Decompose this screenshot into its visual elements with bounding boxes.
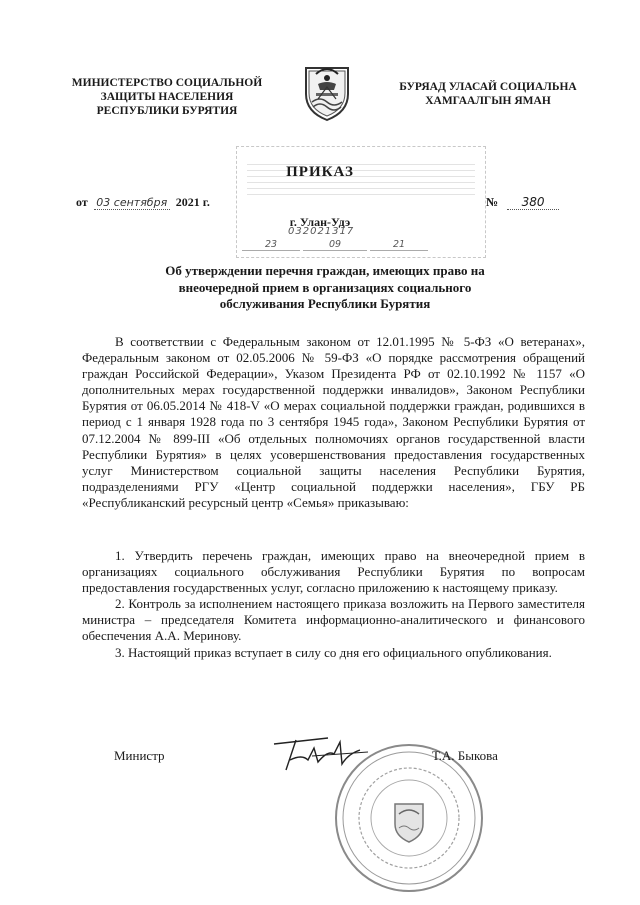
number-handwritten: 380 [507, 195, 559, 210]
order-city: г. Улан-Удэ [289, 215, 351, 229]
ministry-name-russian [62, 76, 272, 118]
document-title-line: внеочередной прием в организациях социального [178, 279, 472, 295]
order-item: 1. Утвердить перечень граждан, имеющих право на внеочередной прием в организациях социального обслуживания Республики Бурятия по вопросам предоставления государственных услуг, согласно приложению к настоящему приказу. [82, 548, 585, 596]
coat-of-arms-emblem-icon [298, 60, 356, 122]
date-prefix: от [76, 195, 88, 209]
stamp-year: 21 [370, 239, 428, 251]
stamp-month: 09 [303, 239, 367, 251]
order-item: 3. Настоящий приказ вступает в силу со дня его официального опубликования. [115, 644, 552, 660]
stamp-registration-code: 032021317 [288, 226, 355, 237]
order-number [486, 195, 559, 210]
order-date [76, 195, 210, 210]
order-item: 2. Контроль за исполнением настоящего приказа возложить на Первого заместителя министра – председателя Комитета информационно-аналитического и финансового обеспечения А.А. Меринову. [82, 596, 585, 644]
preamble-text: В соответствии с Федеральным законом от 12.01.1995 № 5-ФЗ «О ветеранах», Федеральным законом от 02.05.2006 № 59-ФЗ «О порядке рассмотрения обращений граждан Российской Федерации», Указом Президента РФ от 02.10.1992 № 1157 «О дополнительных мерах государственной поддержки инвалидов», Законом Республики Бурятия от 06.05.2014 № 418-V «О мерах социальной поддержки граждан, родившихся в период с 1 января 1928 года по 3 сентября 1945 года», Законом Республики Бурятия от 07.12.2004 № 899-III «Об отдельных полномочиях органов государственной власти Республики Бурятия» в целях усовершенствования предоставления государственных услуг Министерством социальной защиты населения Республики Бурятия, подразделениями РГУ «Центр социальной поддержки населения», ГБУ РБ «Республиканский ресурсный центр «Семья» приказываю: [82, 334, 585, 510]
order-title: ПРИКАЗ [286, 164, 354, 180]
ministry-left-line: МИНИСТЕРСТВО СОЦИАЛЬНОЙ [71, 77, 263, 89]
document-title-line: Об утверждении перечня граждан, имеющих право на [165, 263, 485, 278]
document-title [140, 263, 510, 313]
date-suffix: 2021 г. [175, 195, 210, 209]
signatory-role: Министр [114, 748, 165, 763]
signatory-name: Т.А. Быкова [432, 748, 498, 763]
preamble-paragraph [82, 334, 585, 511]
document-title-line: обслуживания Республики Бурятия [219, 296, 431, 311]
stamp-registration-date [242, 239, 432, 251]
stamp-day: 23 [242, 239, 300, 251]
date-handwritten: 03 сентября [94, 196, 170, 210]
ministry-name-buryat [388, 80, 588, 108]
number-label: № [486, 195, 499, 209]
ministry-left-line: РЕСПУБЛИКИ БУРЯТИЯ [96, 105, 238, 117]
ministry-right-line: ХАМГААЛГЫН ЯМАН [425, 95, 551, 107]
ministry-left-line: ЗАЩИТЫ НАСЕЛЕНИЯ [100, 91, 234, 103]
handwritten-signature-icon [268, 730, 398, 776]
ministry-right-line: БУРЯАД УЛАСАЙ СОЦИАЛЬНА [399, 81, 577, 93]
order-items [82, 548, 585, 661]
